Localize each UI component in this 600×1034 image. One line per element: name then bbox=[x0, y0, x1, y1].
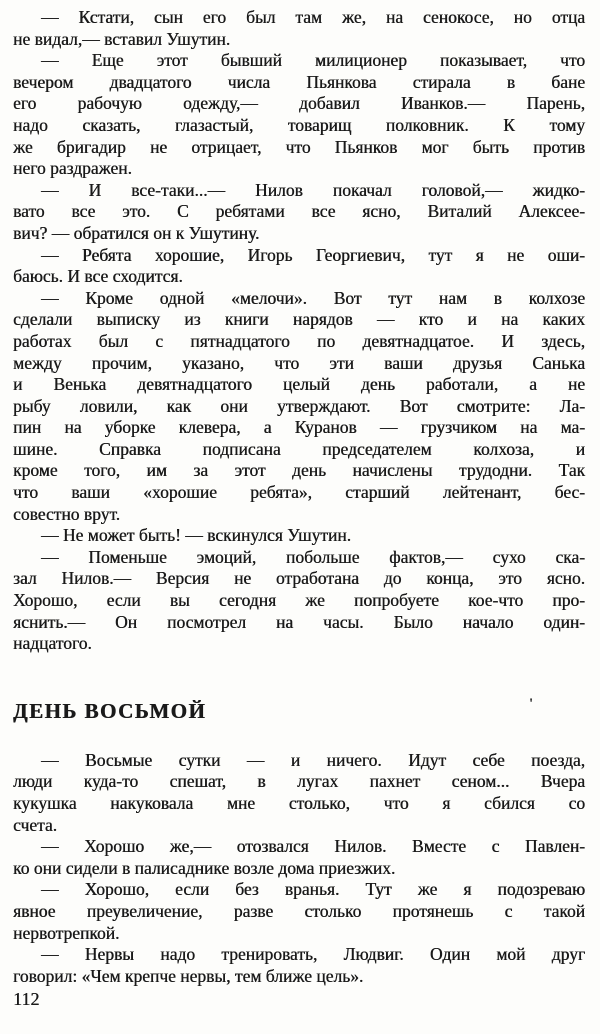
text-line: между прочим, указано, что эти ваши друзья Санька bbox=[13, 352, 585, 373]
paragraph bbox=[13, 245, 585, 288]
text-line: — Ребята хорошие, Игорь Георгиевич, тут я не оши- bbox=[41, 244, 585, 265]
text-line: и Венька девятнадцатого целый день работали, а не bbox=[13, 374, 585, 395]
text-line: работах был с пятнадцатого по девятнадцатое. И здесь, bbox=[13, 330, 585, 351]
text-line: — Не может быть! — вскинулся Ушутин. bbox=[41, 525, 351, 546]
text-line: же бригадир не отрицает, что Пьянков мог быть против bbox=[13, 136, 585, 157]
paragraph bbox=[13, 750, 585, 836]
text-line: рыбу ловили, как они утверждают. Вот смотрите: Ла- bbox=[13, 395, 585, 416]
scan-artifact-mark: ' bbox=[529, 696, 534, 712]
text-line: надцатого. bbox=[13, 633, 92, 654]
text-line: явное преувеличение, разве столько протянешь с такой bbox=[13, 900, 585, 921]
paragraph bbox=[13, 180, 585, 245]
paragraph bbox=[13, 836, 585, 879]
text-line: нервотрепкой. bbox=[13, 922, 120, 943]
paragraph bbox=[13, 7, 585, 50]
paragraph bbox=[13, 879, 585, 944]
page-number: 112 bbox=[13, 989, 40, 1009]
text-line: — Хорошо же,— отозвался Нилов. Вместе с Павлен- bbox=[41, 836, 585, 857]
paragraph bbox=[13, 525, 585, 547]
paragraph bbox=[13, 288, 585, 526]
text-line: него раздражен. bbox=[13, 158, 132, 179]
body-text-top bbox=[13, 7, 585, 655]
text-line: люди куда-то спешат, в лугах пахнет сеном... Вчера bbox=[13, 771, 585, 792]
text-line: — И все-таки...— Нилов покачал головой,— жидко- bbox=[41, 179, 585, 200]
text-line: — Восьмые сутки — и ничего. Идут себе поезда, bbox=[41, 749, 585, 770]
text-line: ко они сидели в палисаднике возле дома приезжих. bbox=[13, 857, 396, 878]
text-line: зал Нилов.— Версия не отработана до конца, это ясно. bbox=[13, 568, 585, 589]
text-line: яснить.— Он посмотрел на часы. Было начало один- bbox=[13, 611, 585, 632]
body-text-bottom bbox=[13, 750, 585, 988]
paragraph bbox=[13, 547, 585, 655]
text-line: что ваши «хорошие ребята», старший лейтенант, бес- bbox=[13, 482, 585, 503]
text-line: — Еще этот бывший милиционер показывает, что bbox=[41, 50, 585, 71]
chapter-heading: ДЕНЬ ВОСЬМОЙ bbox=[13, 698, 207, 723]
paragraph bbox=[13, 944, 585, 987]
text-line: пин на уборке клевера, а Куранов — грузчиком на ма- bbox=[13, 417, 585, 438]
text-line: — Поменьше эмоций, побольше фактов,— сухо ска- bbox=[41, 546, 585, 567]
paragraph bbox=[13, 50, 585, 180]
text-line: кукушка накуковала мне столько, что я сбился со bbox=[13, 793, 585, 813]
text-line: счета. bbox=[13, 814, 57, 835]
text-line: кроме того, им за этот день начислены трудодни. Так bbox=[13, 460, 585, 481]
text-line: Хорошо, если вы сегодня же попробуете кое-что про- bbox=[13, 590, 585, 611]
text-line: надо сказать, глазастый, товарищ полковник. К тому bbox=[13, 114, 585, 135]
text-line: совестно врут. bbox=[13, 503, 121, 524]
text-line: — Хорошо, если без вранья. Тут же я подозреваю bbox=[41, 879, 585, 900]
text-line: не видал,— вставил Ушутин. bbox=[13, 28, 231, 49]
text-line: вато все это. С ребятами все ясно, Виталий Алексее- bbox=[13, 201, 585, 222]
text-line: — Кроме одной «мелочи». Вот тут нам в колхозе bbox=[41, 287, 585, 308]
text-line: сделали выписку из книги нарядов — кто и на каких bbox=[13, 309, 585, 330]
text-line: его рабочую одежду,— добавил Иванков.— Парень, bbox=[13, 93, 585, 114]
text-line: — Нервы надо тренировать, Людвиг. Один мой друг bbox=[41, 944, 585, 965]
text-line: вич? — обратился он к Ушутину. bbox=[13, 222, 260, 243]
text-line: — Кстати, сын его был там же, на сенокосе, но отца bbox=[41, 7, 585, 27]
text-line: баюсь. И все сходится. bbox=[13, 266, 183, 287]
text-line: вечером двадцатого числа Пьянкова стирала в бане bbox=[13, 71, 585, 92]
text-line: шине. Справка подписана председателем колхоза, и bbox=[13, 438, 585, 459]
text-line: говорил: «Чем крепче нервы, тем ближе цель». bbox=[13, 965, 364, 986]
